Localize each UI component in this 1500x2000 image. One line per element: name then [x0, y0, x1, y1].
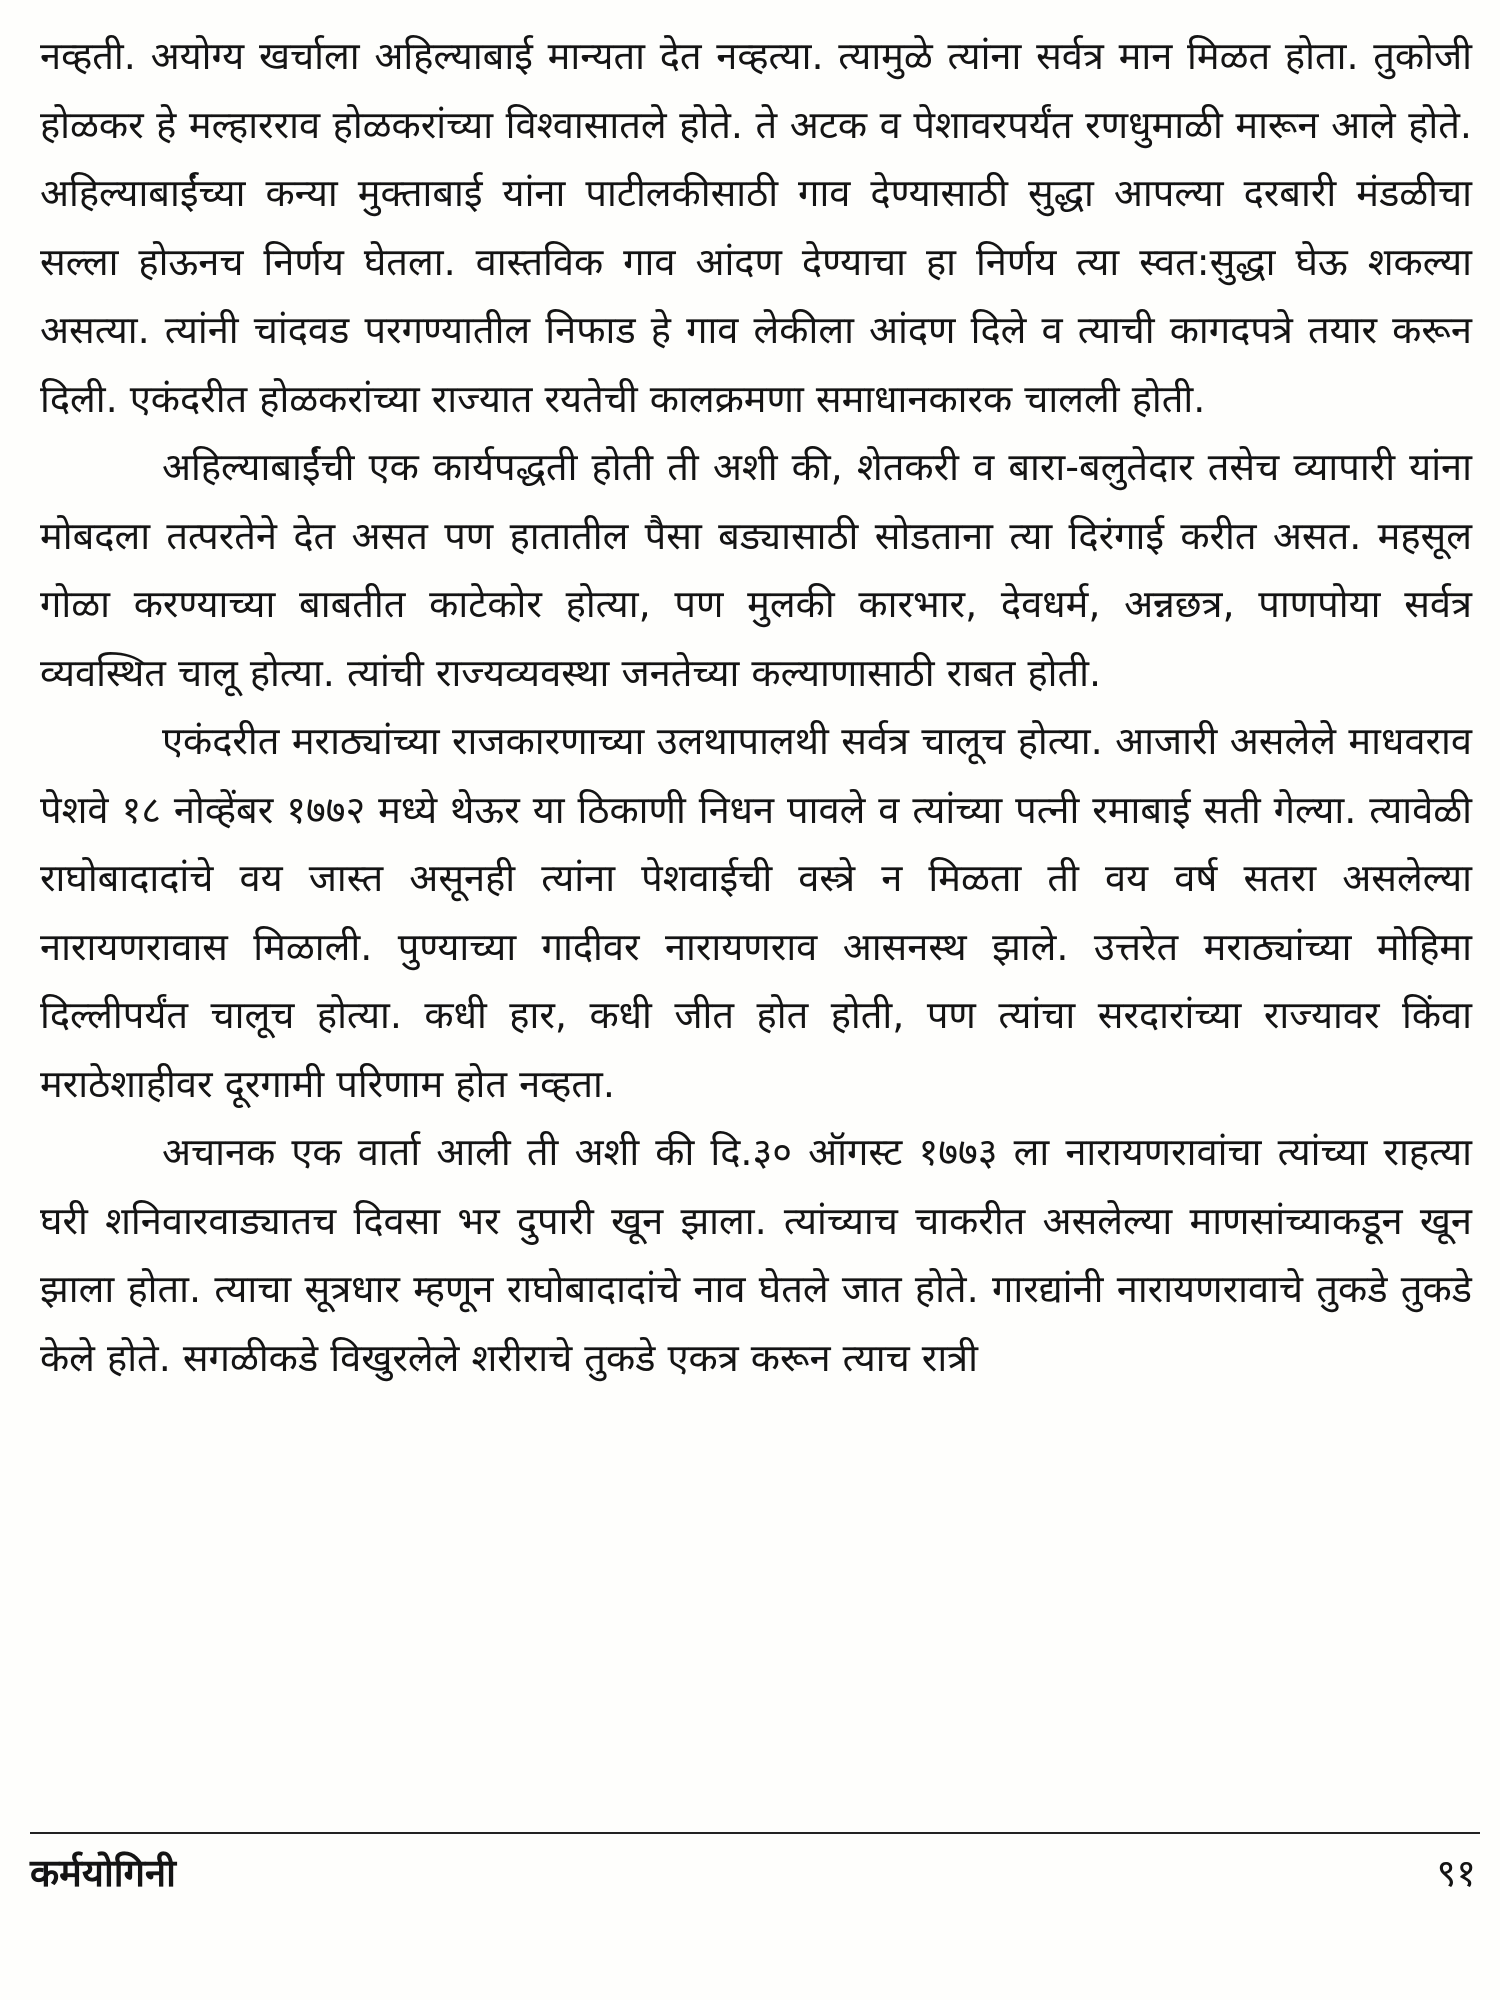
paragraph-narayanrao-murder: अचानक एक वार्ता आली ती अशी की दि.३० ऑगस्ट १७७३ ला नारायणरावांचा त्यांच्या राहत्या घरी शनिवारवाड्यातच दिवसा भर दुपारी खून झाला. त्यांच्याच चाकरीत असलेल्या माणसांच्याकडून खून झाला होता. त्याचा सूत्रधार म्हणून राघोबादादांचे नाव घेतले जात होते. गारद्यांनी नारायणरावाचे तुकडे तुकडे केले होते. सगळीकडे विखुरलेले शरीराचे तुकडे एकत्र करून त्याच रात्री: [40, 1130, 1472, 1380]
paragraph-continued: नव्हती. अयोग्य खर्चाला अहिल्याबाई मान्यता देत नव्हत्या. त्यामुळे त्यांना सर्वत्र मान मिळत होता. तुकोजी होळकर हे मल्हारराव होळकरांच्या विश्वासातले होते. ते अटक व पेशावरपर्यंत रणधुमाळी मारून आले होते. अहिल्याबाईंच्या कन्या मुक्ताबाई यांना पाटीलकीसाठी गाव देण्यासाठी सुद्धा आपल्या दरबारी मंडळीचा सल्ला होऊनच निर्णय घेतला. वास्तविक गाव आंदण देण्याचा हा निर्णय त्या स्वत:सुद्धा घेऊ शकल्या असत्या. त्यांनी चांदवड परगण्यातील निफाड हे गाव लेकीला आंदण दिले व त्याची कागदपत्रे तयार करून दिली. एकंदरीत होळकरांच्या राज्यात रयतेची कालक्रमणा समाधानकारक चालली होती.: [40, 34, 1472, 421]
paragraph-maratha-politics: एकंदरीत मराठ्यांच्या राजकारणाच्या उलथापालथी सर्वत्र चालूच होत्या. आजारी असलेले माधवराव पेशवे १८ नोव्हेंबर १७७२ मध्ये थेऊर या ठिकाणी निधन पावले व त्यांच्या पत्नी रमाबाई सती गेल्या. त्यावेळी राघोबादादांचे वय जास्त असूनही त्यांना पेशवाईची वस्त्रे न मिळता ती वय वर्ष सतरा असलेल्या नारायणरावास मिळाली. पुण्याच्या गादीवर नारायणराव आसनस्थ झाले. उत्तरेत मराठ्यांच्या मोहिमा दिल्लीपर्यंत चालूच होत्या. कधी हार, कधी जीत होत होती, पण त्यांचा सरदारांच्या राज्यावर किंवा मराठेशाहीवर दूरगामी परिणाम होत नव्हता.: [40, 719, 1472, 1106]
page-footer: [30, 1842, 1476, 1902]
page-number: ९१: [1436, 1851, 1476, 1895]
body-text: [40, 0, 1472, 1392]
footer-divider: [30, 1832, 1480, 1834]
book-title: कर्मयोगिनी: [30, 1851, 176, 1895]
paragraph-ahilyabai-method: अहिल्याबाईंची एक कार्यपद्धती होती ती अशी की, शेतकरी व बारा-बलुतेदार तसेच व्यापारी यांना मोबदला तत्परतेने देत असत पण हातातील पैसा बड्यासाठी सोडताना त्या दिरंगाई करीत असत. महसूल गोळा करण्याच्या बाबतीत काटेकोर होत्या, पण मुलकी कारभार, देवधर्म, अन्नछत्र, पाणपोया सर्वत्र व्यवस्थित चालू होत्या. त्यांची राज्यव्यवस्था जनतेच्या कल्याणासाठी राबत होती.: [40, 445, 1472, 695]
